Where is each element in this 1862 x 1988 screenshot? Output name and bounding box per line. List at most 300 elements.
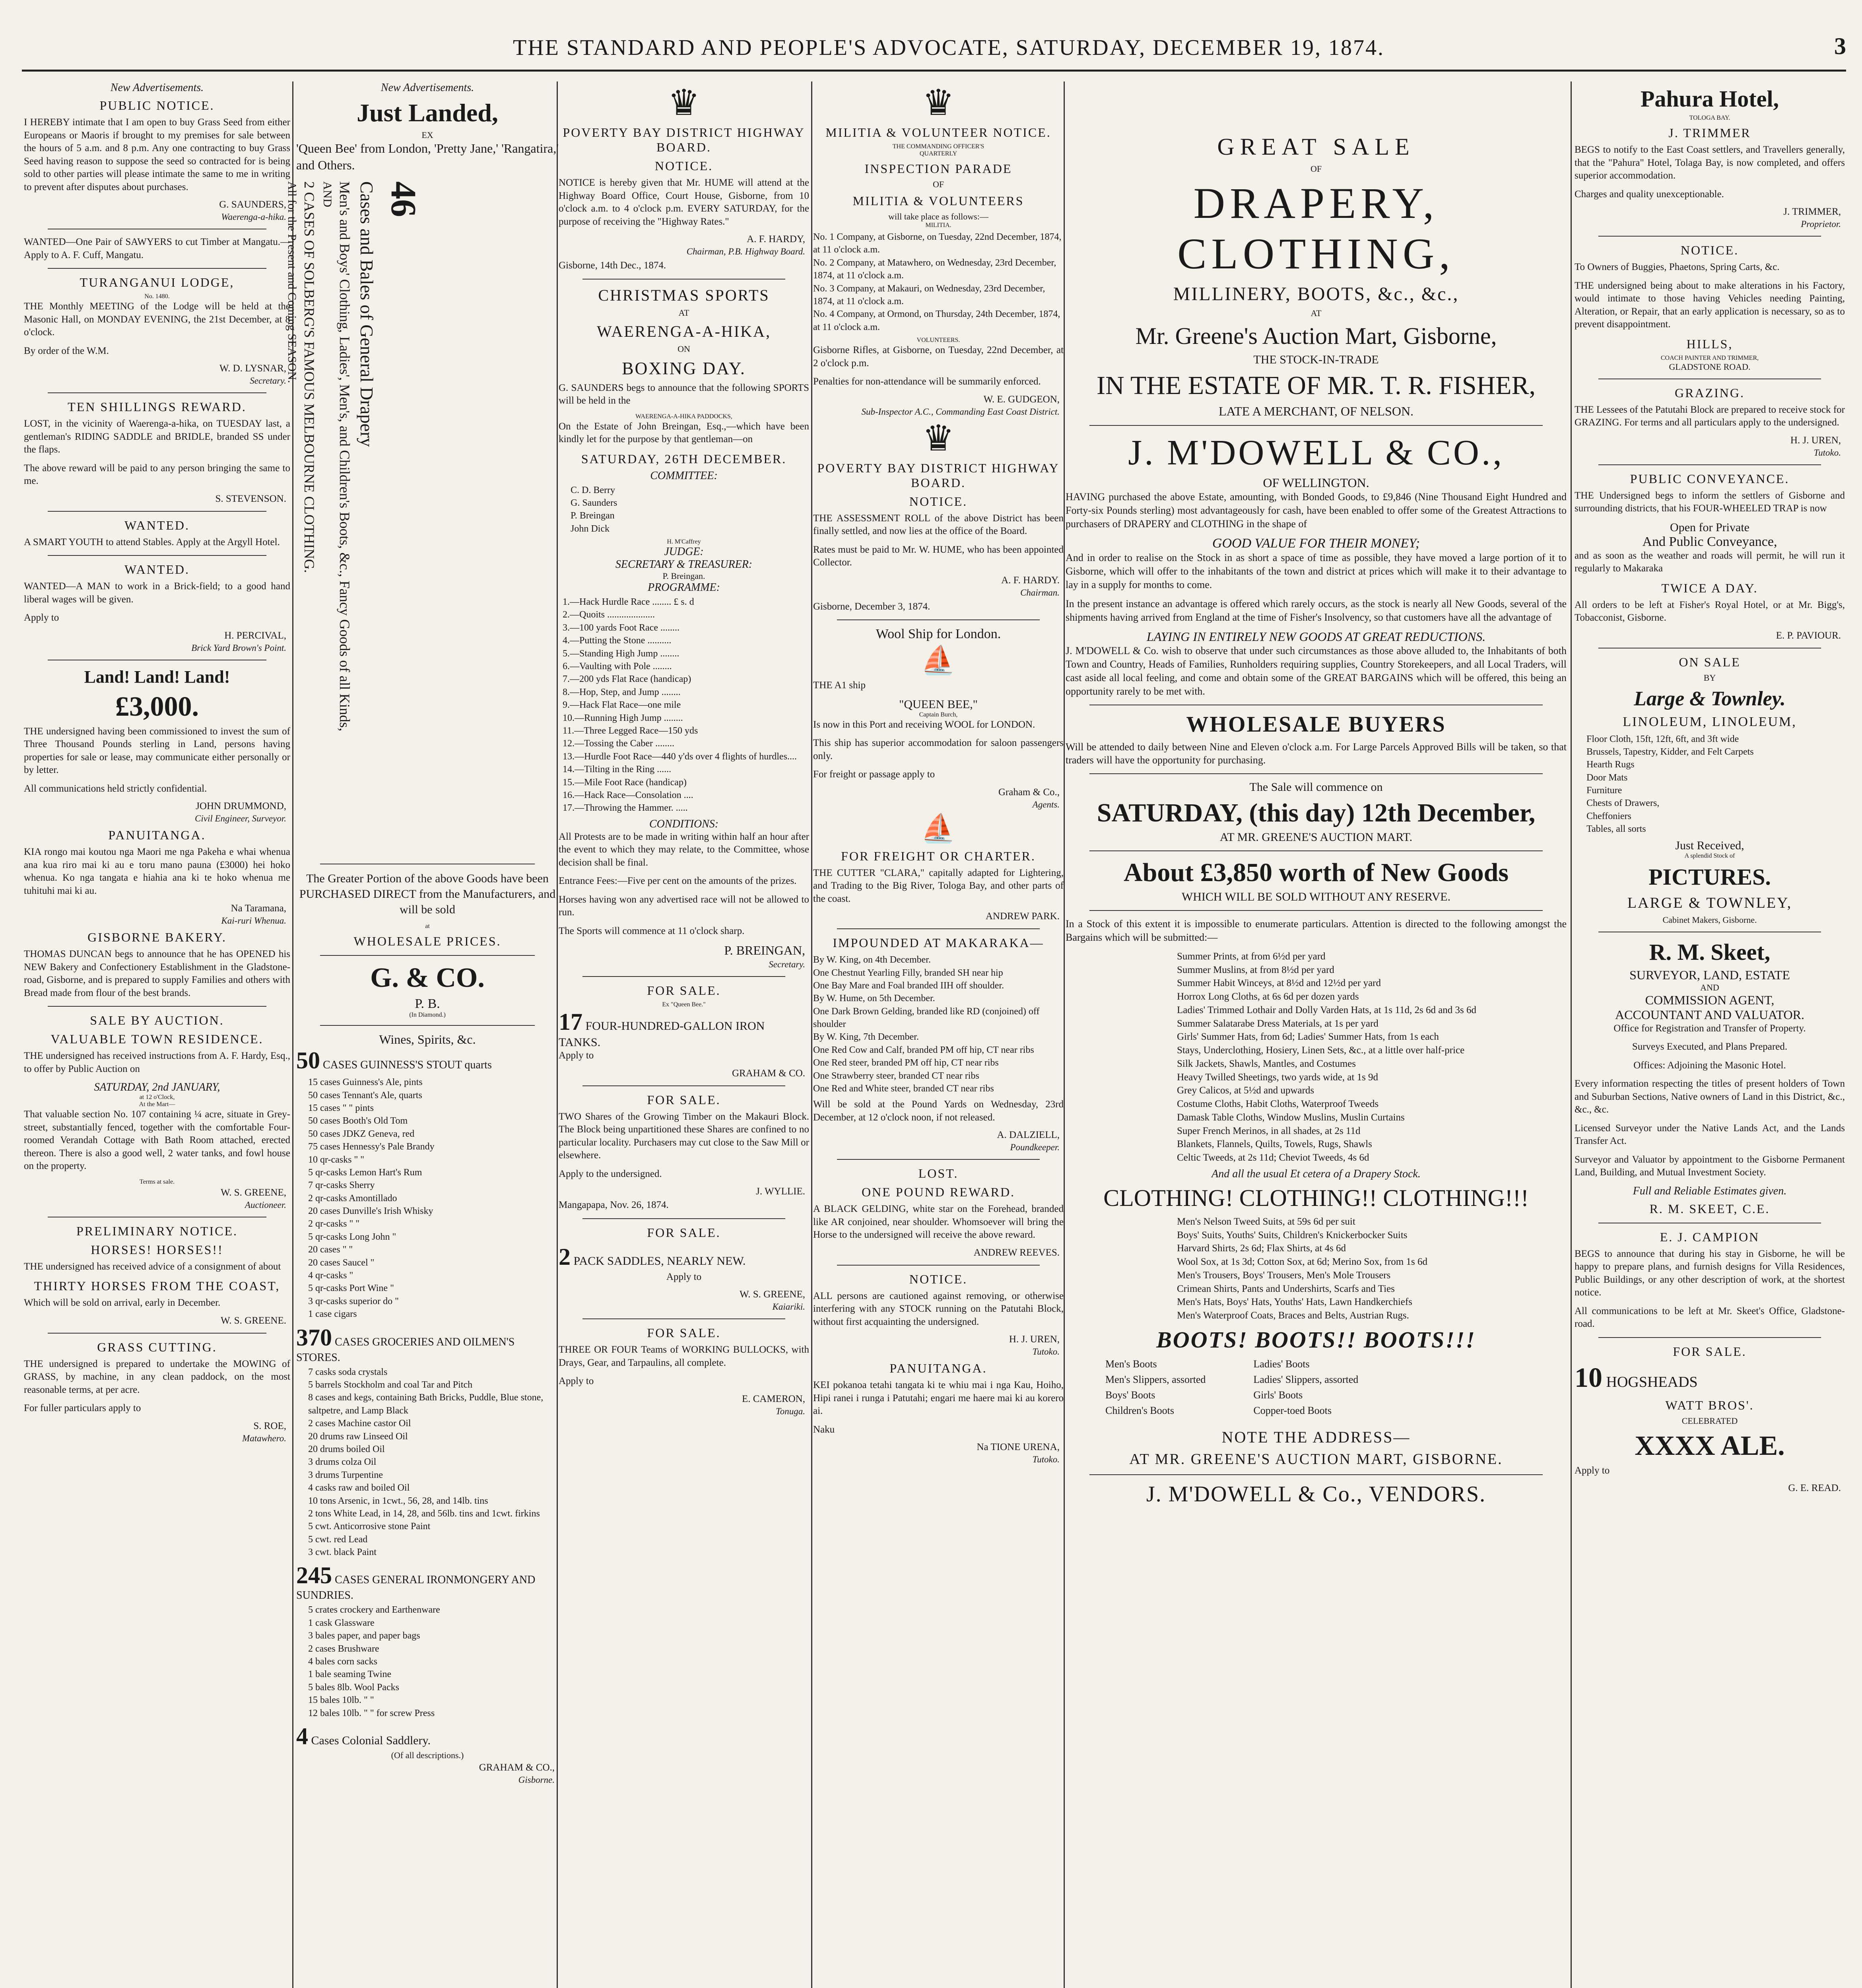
firm-place: OF WELLINGTON. [1263,476,1369,490]
ad-title: WHOLESALE PRICES. [353,934,501,949]
ad-signature: S. STEVENSON. [215,493,286,504]
list-item: 2 tons White Lead, in 14, 28, and 56lb. tins and 1cwt. firkins [308,1508,540,1519]
list-item: 1 bale seaming Twine [308,1669,392,1680]
list-item: Summer Habit Winceys, at 8½d and 12½d per yard [1177,978,1381,989]
ad-body: LOST, in the vicinity of Waerenga-a-hika, on TUESDAY last, a gentleman's RIDING SADDLE and BRIDLE, branded SS under the flaps. [24,418,290,455]
list-item: 3 drums colza Oil [308,1457,377,1468]
list-item: Hearth Rugs [1586,759,1635,770]
ad-place: GLADSTONE ROAD. [1669,361,1751,372]
royal-crest-icon: ♛ [668,83,700,123]
onsale-list [1586,733,1845,836]
ad-heading: FOR FREIGHT OR CHARTER. [841,848,1036,863]
ad-text: QUARTERLY [919,150,957,157]
cutter-ship-icon: ⛵ [921,813,956,844]
ad-signature: JOHN DRUMMOND, [196,801,286,812]
item-title: Cases Colonial Saddlery. [311,1734,431,1747]
list-item: Brussels, Tapestry, Kidder, and Felt Carpets [1586,746,1754,757]
list-item: By W. Hume, on 5th December. [813,993,935,1004]
ad-text: CELEBRATED [1681,1415,1738,1426]
royal-crest-icon: ♛ [922,419,955,458]
ad-body: The Sports will commence at 11 o'clock sharp. [559,925,745,936]
ad-role: COACH PAINTER AND TRIMMER, [1660,354,1759,361]
list-item: 1.—Hack Hurdle Race ........ £ s. d [563,597,694,608]
ironmongery-list [308,1604,559,1720]
list-item: Summer Prints, at from 6½d per yard [1177,951,1326,962]
sailing-ship-icon: ⛵ [921,645,956,676]
ad-title: INSPECTION PARADE [864,161,1012,176]
ad-heading: MILITIA & VOLUNTEER NOTICE. [825,125,1051,140]
ad-role: Chairman, P.B. Highway Board. [686,247,805,256]
ad-body: Rates must be paid to Mr. W. HUME, who has been appointed Collector. [813,544,1064,568]
ad-heading: PANUITANGA. [108,828,206,842]
programme-label: PROGRAMME: [648,581,720,594]
list-item: One Red steer, branded PM off hip, CT near ribs [813,1058,999,1068]
ad-signature: Graham & Co., [998,786,1060,798]
ad-body: Charges and quality unexceptionable. [1575,188,1724,200]
ad-heading: FOR SALE. [647,1326,721,1340]
ad-text: A splendid Stock of [1684,852,1735,859]
ad-body: THE Lessees of the Patutahi Block are prepared to receive stock for GRAZING. For terms and all particulars apply to the undersigned. [1575,404,1845,428]
list-item: Summer Muslins, at from 8½d per yard [1177,964,1334,975]
sale-date: SATURDAY, (this day) 12th December, [1097,798,1536,828]
ad-body: Offices: Adjoining the Masonic Hotel. [1633,1060,1786,1071]
divider [1598,464,1821,465]
ad-on: ON [678,344,690,354]
ad-at: at [425,923,430,930]
ad-heading: Pahura Hotel, [1641,86,1779,112]
list-item: Boys' Boots [1105,1389,1155,1401]
column-1 [24,82,290,1988]
ad-place: Gisborne. [518,1774,555,1785]
list-item: 3 bales paper, and paper bags [308,1631,420,1641]
divider [582,1318,785,1319]
ad-ex: Ex "Queen Bee." [662,1001,706,1008]
list-item: 15 bales 10lb. " " [308,1695,374,1706]
ad-body: Licensed Surveyor under the Native Lands Act, and the Lands Transfer Act. [1575,1122,1845,1147]
ad-heading: LOST. [918,1166,959,1181]
ad-heading: POVERTY BAY DISTRICT HIGHWAY BOARD. [563,125,805,154]
ad-body: Entrance Fees:—Five per cent on the amounts of the prizes. [559,876,797,887]
list-item: 13.—Hurdle Foot Race—440 y'ds over 4 flights of hurdles.... [563,751,797,762]
list-item: Harvard Shirts, 2s 6d; Flax Shirts, at 4s 6d [1177,1243,1346,1254]
ad-body: WANTED—One Pair of SAWYERS to cut Timber at Mangatu.—Apply to A. F. Cuff, Mangatu. [24,237,290,260]
list-item: Silk Jackets, Shawls, Mantles, and Costumes [1177,1058,1356,1069]
ad-body: This ship has superior accommodation for saloon passengers only. [813,738,1064,761]
ad-body: WANTED—A MAN to work in a Brick-field; to a good hand liberal wages will be given. [24,581,290,605]
column-6 [1575,82,1845,1988]
sale-of: OF [1310,164,1322,174]
ad-body: Will be attended to daily between Nine and Eleven o'clock a.m. For Large Parcels Approved Bills will be taken, so that traders will have the opportunity for purchasing. [1066,741,1567,766]
divider [48,1006,266,1007]
ad-emphasis: TWICE A DAY. [1661,580,1758,595]
divider [48,1333,266,1334]
ad-body: Office for Registration and Transfer of Property. [1613,1023,1806,1034]
list-item: 7.—200 yds Flat Race (handicap) [563,674,691,685]
divider [48,555,266,556]
ad-body: Naku [813,1424,835,1435]
list-item: 15 cases " " pints [308,1103,374,1113]
ad-role: Chairman. [1020,587,1060,598]
ad-body: THE A1 ship [813,680,866,691]
list-item: Men's Boots [1105,1358,1157,1370]
ad-heading: Wool Ship for London. [876,627,1001,642]
ad-body: G. SAUNDERS begs to announce that the following SPORTS will be held in the [559,382,809,406]
ad-heading: WANTED. [124,518,190,532]
list-item: Copper-toed Boots [1253,1404,1332,1416]
divider [1598,1337,1821,1338]
list-item: 3.—100 yards Foot Race ........ [563,622,680,633]
ad-date: Gisborne, December 3, 1874. [813,601,930,612]
ad-signature: LARGE & TOWNLEY, [1627,894,1792,911]
ad-brand: WATT BROS'. [1665,1398,1754,1412]
ad-signature: H. PERCIVAL, [224,630,286,641]
list-item: 5 bales 8lb. Wool Packs [308,1682,399,1693]
companies-list [813,231,1064,334]
ad-body: Horses having won any advertised race will not be allowed to run. [559,894,809,918]
ad-title: VALUABLE TOWN RESIDENCE. [50,1032,264,1046]
clothing-list [1177,1215,1567,1322]
ad-title: MILITIA & VOLUNTEERS [852,194,1024,208]
ad-body: THE undersigned having been commissioned to invest the sum of Three Thousand Pounds sterling in Land, persons having properties for sale or lease, may communicate either personally or by letter. [24,726,290,775]
ad-sub: HORSES! HORSES!! [91,1242,223,1257]
ship-captain: Captain Burch, [919,711,958,718]
ad-body: For freight or passage apply to [813,769,935,780]
list-item: C. D. Berry [571,485,615,495]
ad-body: To Owners of Buggies, Phaetons, Spring Carts, &c. [1575,262,1780,272]
ad-heading: NOTICE. [1680,243,1739,257]
ad-signature: P. BREINGAN, [724,943,805,958]
ad-body: That valuable section No. 107 containing ¼ acre, situate in Grey-street, substantially fenced, together with the comfortable Four-roomed Verandah Cottage with Bath Room attached, erected thereon. There is also a good well, 2 water tanks, and fowl house on the property. [24,1109,290,1171]
ad-place: Tutoko. [1813,447,1841,458]
divider [48,392,266,393]
list-item: 12.—Tossing the Caber ........ [563,738,674,749]
divider [1089,910,1543,911]
list-item: By W. King, 7th December. [813,1032,919,1043]
list-item: 15 cases Guinness's Ale, pints [308,1077,423,1088]
vertical-ad-text [283,181,427,817]
list-item: 20 cases Dunville's Irish Whisky [308,1206,433,1217]
ad-title: THIRTY HORSES FROM THE COAST, [34,1279,280,1293]
list-item: Chests of Drawers, [1586,798,1660,809]
ad-role: Proprietor. [1801,219,1841,229]
wines-heading: Wines, Spirits, &c. [379,1032,476,1047]
ad-heading: PUBLIC CONVEYANCE. [1630,471,1790,486]
ad-signature: A. F. HARDY. [1001,575,1060,586]
list-item: By W. King, on 4th December. [813,955,931,965]
item-count: 17 [559,1009,582,1035]
ad-signature: R. M. SKEET, C.E. [1649,1201,1770,1216]
ad-ex: EX [421,130,433,140]
ad-body: Apply to [559,1050,594,1061]
ad-emphasis: GOOD VALUE FOR THEIR MONEY; [1212,536,1420,551]
item-title: FOUR-HUNDRED-GALLON IRON TANKS. [559,1019,765,1049]
ad-role: Secretary. [769,959,805,970]
list-item: Grey Calicos, at 5½d and upwards [1177,1085,1314,1096]
ad-body: KEI pokanoa tetahi tangata ki te whiu mai i nga Kau, Hoiho, Hipi ranei i runga i Patutahi; engari me haere mai ki au korero ai. [813,1380,1064,1417]
ad-role: Sub-Inspector A.C., Commanding East Coast District. [861,406,1060,417]
ad-heading: WANTED. [124,562,190,577]
committee-label: COMMITTEE: [650,469,718,482]
list-item: 50 cases JDKZ Geneva, red [308,1128,415,1139]
ad-body: J. M'DOWELL & Co. wish to observe that under such circumstances as those above alluded to, the Inhabitants of both Town and Country, Heads of Families, Runholders requiring supplies, Country Storekeepers, and all Local Traders, will cast aside all local feeling, and come and obtain some of the GREAT BARGAINS which will be offered, this being an opportunity rarely to be met with. [1066,645,1567,697]
ad-body: BEGS to announce that during his stay in Gisborne, he will be happy to prepare plans, and furnish designs for Villa Residences, Public Buildings, or any other description of work, at the shortest notice. [1575,1248,1845,1298]
list-item: 16.—Hack Race—Consolation .... [563,790,693,800]
list-item: Ladies' Boots [1253,1358,1310,1370]
vertical-line: Cases and Bales of General Drapery [357,181,377,447]
divider [582,1218,785,1219]
ad-signature: H. J. UREN, [1790,435,1841,446]
firm-name: J. M'DOWELL & CO., [1128,433,1504,472]
item-count: 370 [296,1324,332,1351]
ad-signature: GRAHAM & CO. [732,1068,805,1079]
masthead-rule [22,70,1846,72]
sale-sub: MILLINERY, BOOTS, &c., &c., [1173,283,1459,305]
list-item: 3 qr-casks superior do " [308,1296,399,1307]
ad-heading: CHRISTMAS SPORTS [598,286,770,304]
ad-time: at 12 o'Clock, [139,1094,175,1101]
list-item: 4.—Putting the Stone .......... [563,635,672,646]
list-item: Celtic Tweeds, at 2s 11d; Cheviot Tweeds, 4s 6d [1177,1152,1369,1163]
boots-heading: BOOTS! BOOTS!! BOOTS!!! [1156,1326,1476,1353]
vertical-ad [285,181,559,857]
ad-heading: SALE BY AUCTION. [90,1013,224,1027]
ad-signature: ANDREW PARK. [985,911,1060,922]
list-item: 7 casks soda crystals [308,1367,388,1377]
ad-sub: ONE POUND REWARD. [861,1185,1015,1200]
ad-at: AT [678,307,689,318]
list-item: 5 barrels Stockholm and coal Tar and Pitch [308,1380,473,1390]
list-item: Heavy Twilled Sheetings, two yards wide, at 1s 9d [1177,1072,1379,1083]
ad-role: Kai-ruri Whenua. [221,916,286,926]
ad-place: Tonuga. [776,1406,805,1416]
ad-body: ALL persons are cautioned against removing, or otherwise interfering with any STOCK running on the Patutahi Block, without first acquainting the undersigned. [813,1290,1064,1327]
column-4 [813,82,1064,1988]
vertical-count: 46 [384,181,423,217]
sale-at: AT [1311,308,1322,318]
ad-text: THE COMMANDING OFFICER'S [892,143,984,150]
list-item: Boys' Suits, Youths' Suits, Children's Knickerbocker Suits [1177,1229,1408,1241]
list-item: One Red Cow and Calf, branded PM off hip, CT near ribs [813,1044,1034,1055]
divider [582,976,785,977]
divider [837,619,1040,620]
vertical-line: Men's and Boys' Clothing, Ladies', Men's, and Children's Boots, &c., Fancy Goods of all Kinds, [337,181,353,732]
sale-merchant: LATE A MERCHANT, OF NELSON. [1218,404,1414,418]
divider [582,279,785,280]
ad-body: TWO Shares of the Growing Timber on the Makauri Block. The Block being unpartitioned these Shares are confined to no particular locality. Purchasers may cut close to the Saw Mill or elsewhere. [559,1111,809,1161]
ad-heading: R. M. Skeet, [1649,939,1771,965]
ad-heading: TEN SHILLINGS REWARD. [68,400,247,414]
boots-lists [1105,1356,1527,1418]
ad-sub: VOLUNTEERS. [916,337,960,344]
ad-heading: FOR SALE. [647,983,721,998]
ad-heading: NOTICE. [909,1272,968,1286]
committee-list [571,484,809,536]
list-item: 1 cask Glassware [308,1617,375,1628]
list-item: Ladies' Trimmed Lothair and Dolly Varden Hats, at 1s 11d, 2s 6d and 3s 6d [1177,1004,1477,1015]
conditions-label: CONDITIONS: [649,817,719,830]
ad-text: OF [932,179,944,189]
ad-heading: GISBORNE BAKERY. [87,930,227,944]
ad-title: PICTURES. [1648,864,1771,890]
list-item: 4 casks raw and boiled Oil [308,1483,410,1493]
list-item: Damask Table Cloths, Window Muslins, Muslin Curtains [1177,1112,1405,1123]
sale-stock: THE STOCK-IN-TRADE [1253,353,1379,366]
ad-heading: POVERTY BAY DISTRICT HIGHWAY BOARD. [817,460,1060,490]
list-item: P. Breingan [571,511,615,521]
list-item: 75 cases Hennessy's Pale Brandy [308,1142,435,1152]
wholesale-heading: WHOLESALE BUYERS [1186,712,1446,737]
goods-value: About £3,850 worth of New Goods [1123,858,1509,887]
list-item: One Bay Mare and Foal branded IIH off shoulder. [813,980,1004,991]
ad-date: SATURDAY, 2nd JANUARY, [94,1081,220,1093]
firm-name: Large & Townley. [1634,687,1786,710]
ad-amount: £3,000. [115,691,199,722]
list-item: Crimean Shirts, Pants and Undershirts, Scarfs and Ties [1177,1283,1395,1294]
ad-role: ACCOUNTANT AND VALUATOR. [1615,1007,1804,1022]
list-item: 10.—Running High Jump ........ [563,712,683,723]
list-item: One Red and White steer, branded CT near ribs [813,1083,994,1094]
divider [582,1085,785,1086]
list-item: 1 case cigars [308,1309,357,1320]
column-3 [559,82,809,1988]
list-item: 2 qr-casks " " [308,1219,360,1229]
section-label: New Advertisements. [381,82,474,94]
bargain-list [1177,950,1567,1165]
ad-and: AND [1700,982,1719,992]
judge-label: JUDGE: [664,546,704,558]
divider [1598,236,1821,237]
ad-body: A BLACK GELDING, white star on the Forehead, branded like AR conjoined, near shoulder. Whomsoever will bring the Horse to the undersigned will receive the above reward. [813,1204,1064,1241]
ad-body: Apply to [24,612,59,623]
list-item: 20 cases " " [308,1244,353,1255]
list-item: Summer Salatarabe Dress Materials, at 1s per yard [1177,1018,1379,1029]
item-title: PACK SADDLES, NEARLY NEW. [573,1254,746,1268]
list-item: 3 cwt. black Paint [308,1547,377,1558]
ad-place: Matawhero. [242,1433,286,1443]
ad-signature: GRAHAM & CO., [479,1762,555,1773]
list-item: 8 cases and kegs, containing Bath Bricks, Puddle, Blue stone, saltpetre, and Lamp Black [308,1392,544,1416]
list-item: Cheffoniers [1586,811,1631,821]
ad-ships: 'Queen Bee' from London, 'Pretty Jane,' 'Rangatira,' and Others. [296,141,559,172]
masthead [0,0,1862,68]
ad-text: Just Received, [1675,839,1744,852]
ad-body: The Greater Portion of the above Goods have been PURCHASED DIRECT from the Manufacturers, and will be sold [299,872,556,916]
list-item: No. 1 Company, at Gisborne, on Tuesday, 22nd December, 1874, at 11 o'clock a.m. [813,232,1062,255]
divider [320,955,535,956]
ad-place: Tutoko. [1032,1347,1060,1357]
ad-date: Mangapapa, Nov. 26, 1874. [559,1200,669,1211]
sale-venue-2: AT MR. GREENE'S AUCTION MART. [1219,831,1413,844]
divider [1089,773,1543,774]
ad-heading: GRASS CUTTING. [97,1340,217,1354]
ship-name: "QUEEN BEE," [899,697,978,711]
ad-body: On the Estate of John Breingan, Esq.,—which have been kindly let for the purpose by that gentleman—on [559,421,809,445]
ad-heading: E. J. CAMPION [1660,1229,1760,1244]
list-item: Men's Slippers, assorted [1105,1373,1206,1385]
item-title: CASES GUINNESS'S STOUT quarts [323,1059,492,1072]
ad-body: Apply to [559,1376,594,1387]
ad-product: XXXX ALE. [1635,1430,1785,1461]
list-item: 5.—Standing High Jump ........ [563,648,680,659]
ad-sub: NOTICE. [654,159,713,173]
firm-note: (In Diamond.) [409,1011,446,1019]
ad-body: Every information respecting the titles of present holders of Town and Suburban Sections, Native owners of Land in this District, &c., &c., &c. [1575,1078,1845,1115]
list-item: Tables, all sorts [1586,824,1646,835]
divider [48,511,266,512]
divider [837,1159,1040,1160]
list-item: Costume Cloths, Habit Cloths, Waterproof Tweeds [1177,1099,1379,1109]
list-item: 15.—Mile Foot Race (handicap) [563,777,687,788]
ad-day: BOXING DAY. [622,358,746,378]
ad-title: J. TRIMMER [1668,126,1751,140]
ad-heading: FOR SALE. [647,1225,721,1240]
ad-body: THE undersigned being about to make alterations in his Factory, would intimate to those having Vehicles needing Painting, Alteration, or Repair, that an early application is necessary, so as to prevent disappointment. [1575,280,1845,330]
list-item: 5 qr-casks Long John " [308,1231,396,1242]
sale-venue: Mr. Greene's Auction Mart, Gisborne, [1135,323,1497,349]
ad-body: Apply to [666,1271,702,1282]
list-item: 10 qr-casks " " [308,1154,365,1165]
ad-signature: W. S. GREENE, [220,1187,286,1198]
list-item: 2 cases Machine castor Oil [308,1418,411,1429]
ad-body: Which will be sold on arrival, early in December. [24,1297,221,1308]
list-item: 14.—Tilting in the Ring ...... [563,764,672,775]
item-title: HOGSHEADS [1606,1373,1698,1390]
vertical-line: 2 CASES OF SOLBERG'S FAMOUS MELBOURNE CLOTHING. [301,181,318,573]
list-item: 20 drums boiled Oil [308,1444,385,1454]
ad-body: And in order to realise on the Stock in as short a space of time as possible, they have moved a large portion of it to Gisborne, which will offer to the inhabitants of the town and district at prices which will make it to their advantage to lay in a supply for months to come. [1066,552,1567,590]
sale-title: GREAT SALE [1217,134,1415,160]
list-item: 5 crates crockery and Earthenware [308,1605,440,1615]
ad-role: SURVEYOR, LAND, ESTATE [1629,967,1790,982]
ad-heading: FOR SALE. [1673,1344,1747,1359]
ad-signature: G. E. READ. [1788,1483,1841,1494]
ad-body: I HEREBY intimate that I am open to buy Grass Seed from either Europeans or Maoris if brought to my premises for sale between the hours of 5 a.m. and 8 p.m. Any one contracting to buy Grass Seed having reason to suppose the seed so contracted for is being sold to other parties will please intimate the same to me in writing to prevent after disputes about purchases. [24,117,290,192]
impound-list [813,953,1064,1095]
ad-body: THOMAS DUNCAN begs to announce that he has OPENED his NEW Bakery and Confectionery Establishment in the Gladstone-road, Gisborne, and is prepared to supply Families and others with Bread made from flour of the best brands. [24,949,290,998]
ad-place: At the Mart— [139,1101,175,1108]
ad-heading: IMPOUNDED AT MAKARAKA— [833,936,1044,950]
list-item: 6.—Vaulting with Pole ........ [563,661,672,672]
ad-signature: Na Taramana, [231,903,286,914]
ad-signature: G. SAUNDERS, [219,199,286,210]
list-item: Men's Nelson Tweed Suits, at 59s 6d per suit [1177,1216,1355,1227]
sale-estate: IN THE ESTATE OF MR. T. R. FISHER, [1097,371,1536,400]
item-title: CASES GROCERIES AND OILMEN'S STORES. [296,1336,515,1364]
ad-heading: Land! Land! Land! [84,667,230,687]
clothing-heading: CLOTHING! CLOTHING!! CLOTHING!!! [1103,1184,1529,1211]
ad-signature: W. D. LYSNAR, [219,363,286,374]
address: AT MR. GREENE'S AUCTION MART, GISBORNE. [1129,1450,1503,1468]
list-item: Horrox Long Cloths, at 6s 6d per dozen yards [1177,991,1359,1002]
ad-body: NOTICE is hereby given that Mr. HUME will attend at the Highway Board Office, Court House, Gisborne, from 10 o'clock a.m. to 4 o'clock p.m. EVERY SATURDAY, for the purpose of receiving the "Highway Rates." [559,177,809,227]
list-item: 20 cases Saucel " [308,1257,375,1268]
list-item: One Dark Brown Gelding, branded like RD (conjoined) off shoulder [813,1006,1040,1030]
ad-body: A SMART YOUTH to attend Stables. Apply at the Argyll Hotel. [24,536,280,547]
events-list [563,596,809,815]
column-2 [285,82,559,1988]
ad-place: TOLOGA BAY. [1689,115,1730,121]
list-item: 8.—Hop, Step, and Jump ........ [563,687,681,697]
ad-body: Surveyor and Valuator by appointment to the Gisborne Permanent Land, Building, and Mutual Investment Society. [1575,1154,1845,1178]
ad-sub: NOTICE. [909,494,968,509]
ad-date: SATURDAY, 26TH DECEMBER. [581,451,787,466]
ad-role: Poundkeeper. [1010,1142,1060,1153]
ad-body: Is now in this Port and receiving WOOL for LONDON. [813,719,1035,730]
ad-signature: S. ROE, [253,1420,286,1431]
ad-body: and as soon as the weather and roads will permit, he will run it regularly to Makaraka [1575,550,1845,574]
item-count: 245 [296,1562,332,1589]
list-item: 10 tons Arsenic, in 1cwt., 56, 28, and 14lb. tins [308,1495,488,1506]
